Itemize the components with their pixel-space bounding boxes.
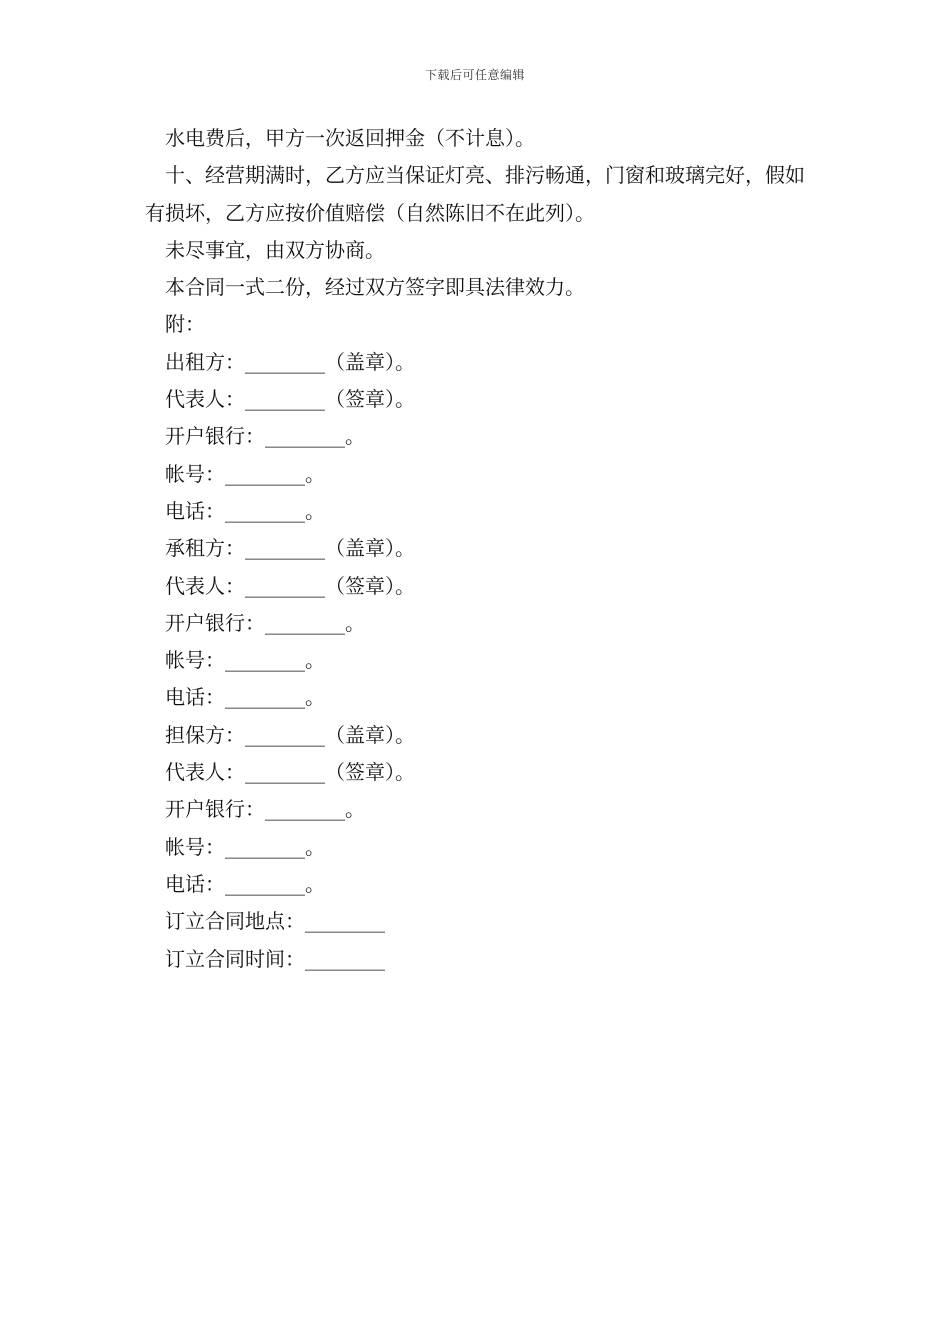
- lessee-account-line: 帐号：________。: [165, 648, 325, 673]
- guarantor-name-line: 担保方：________（盖章）。: [165, 722, 415, 747]
- guarantor-bank-line: 开户银行：________。: [165, 797, 365, 822]
- signing-place-line: 订立合同地点：________: [165, 909, 385, 934]
- guarantor-account-line: 帐号：________。: [165, 834, 325, 859]
- paragraph-clause-ten: 十、经营期满时，乙方应当保证灯亮、排污畅通，门窗和玻璃完好，假如有损坏，乙方应按价值赔偿（自然陈旧不在此列）。: [145, 163, 805, 225]
- lessor-account-line: 帐号：________。: [165, 461, 325, 486]
- paragraph-copies-validity: 本合同一式二份，经过双方签字即具法律效力。: [165, 275, 585, 300]
- page-header: 下载后可任意编辑: [424, 68, 525, 82]
- paragraph-deposit-return: 水电费后，甲方一次返回押金（不计息）。: [165, 126, 535, 150]
- lessee-bank-line: 开户银行：________。: [165, 610, 365, 635]
- document-body: [145, 120, 810, 978]
- paragraph-unresolved-matters: 未尽事宜，由双方协商。: [165, 237, 385, 262]
- lessee-representative-line: 代表人：________（签章）。: [165, 573, 415, 598]
- guarantor-phone-line: 电话：________。: [165, 871, 325, 896]
- lessor-representative-line: 代表人：________（签章）。: [165, 387, 415, 412]
- lessor-name-line: 出租方：________（盖章）。: [165, 349, 415, 374]
- lessee-name-line: 承租方：________（盖章）。: [165, 536, 415, 561]
- lessor-phone-line: 电话：________。: [165, 498, 325, 523]
- guarantor-representative-line: 代表人：________（签章）。: [165, 760, 415, 785]
- lessor-bank-line: 开户银行：________。: [165, 424, 365, 449]
- paragraph-appendix-label: 附：: [165, 312, 205, 337]
- lessee-phone-line: 电话：________。: [165, 685, 325, 710]
- signing-time-line: 订立合同时间：________: [165, 946, 385, 971]
